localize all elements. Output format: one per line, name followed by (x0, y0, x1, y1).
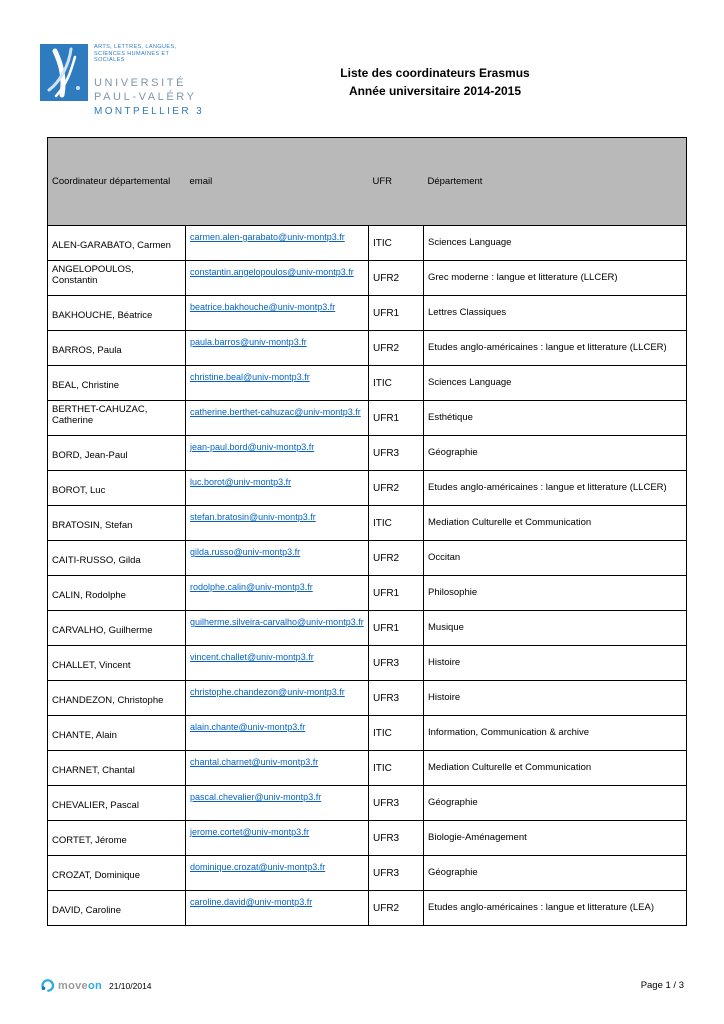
coordinators-table (47, 137, 687, 926)
coordinator-name: CHEVALIER, Pascal (48, 786, 186, 821)
ufr-value: UFR2 (369, 471, 424, 506)
table-row (48, 856, 687, 891)
email-link[interactable]: pascal.chevalier@univ-montp3.fr (190, 792, 322, 802)
ufr-value: UFR1 (369, 611, 424, 646)
email-link[interactable]: carmen.alen-garabato@univ-montp3.fr (190, 232, 345, 242)
coordinator-name: CHANDEZON, Christophe (48, 681, 186, 716)
table-header-row (48, 138, 687, 226)
table-row (48, 401, 687, 436)
email-link[interactable]: jean-paul.bord@univ-montp3.fr (190, 442, 315, 452)
ufr-value: UFR3 (369, 436, 424, 471)
coordinator-name: CROZAT, Dominique (48, 856, 186, 891)
email-link[interactable]: paula.barros@univ-montp3.fr (190, 337, 307, 347)
email-link[interactable]: christophe.chandezon@univ-montp3.fr (190, 687, 345, 697)
coordinator-name: CALIN, Rodolphe (48, 576, 186, 611)
coordinator-name: CAITI-RUSSO, Gilda (48, 541, 186, 576)
email-cell (186, 646, 369, 681)
ufr-value: UFR3 (369, 646, 424, 681)
coordinator-name: BERTHET-CAHUZAC, Catherine (48, 401, 186, 436)
department-value: Géographie (424, 856, 687, 891)
email-cell (186, 506, 369, 541)
department-value: Mediation Culturelle et Communication (424, 751, 687, 786)
ufr-value: UFR2 (369, 541, 424, 576)
email-link[interactable]: stefan.bratosin@univ-montp3.fr (190, 512, 316, 522)
coordinator-name: CHARNET, Chantal (48, 751, 186, 786)
page-number: Page 1 / 3 (640, 980, 684, 991)
table-row (48, 646, 687, 681)
ufr-value: ITIC (369, 716, 424, 751)
table-row (48, 226, 687, 261)
coordinator-name: BRATOSIN, Stefan (48, 506, 186, 541)
department-value: Mediation Culturelle et Communication (424, 506, 687, 541)
department-value: Sciences Language (424, 366, 687, 401)
email-link[interactable]: jerome.cortet@univ-montp3.fr (190, 827, 310, 837)
footer-left (40, 978, 152, 993)
column-header-departement: Département (424, 138, 687, 226)
department-value: Grec moderne : langue et litterature (LLCER) (424, 261, 687, 296)
ufr-value: UFR1 (369, 296, 424, 331)
moveon-brand-on: on (87, 979, 102, 992)
email-cell (186, 541, 369, 576)
title-line-1: Liste des coordinateurs Erasmus (340, 66, 530, 80)
department-value: Philosophie (424, 576, 687, 611)
department-value: Lettres Classiques (424, 296, 687, 331)
table-row (48, 751, 687, 786)
email-link[interactable]: dominique.crozat@univ-montp3.fr (190, 862, 326, 872)
table-row (48, 436, 687, 471)
logo-tagline-line: SCIENCES HUMAINES ET (94, 50, 170, 57)
email-link[interactable]: alain.chante@univ-montp3.fr (190, 722, 306, 732)
table-row (48, 681, 687, 716)
table-row (48, 366, 687, 401)
table-row (48, 821, 687, 856)
ufr-value: UFR3 (369, 821, 424, 856)
ufr-value: UFR2 (369, 331, 424, 366)
department-value: Etudes anglo-américaines : langue et litterature (LEA) (424, 891, 687, 926)
ufr-value: ITIC (369, 366, 424, 401)
ufr-value: UFR2 (369, 891, 424, 926)
email-cell (186, 786, 369, 821)
table-row (48, 296, 687, 331)
page-footer (40, 978, 684, 993)
email-cell (186, 821, 369, 856)
moveon-logo-icon (40, 978, 55, 993)
department-value: Géographie (424, 786, 687, 821)
logo-paul-valery: PAUL-VALÉRY (94, 90, 197, 103)
email-cell (186, 611, 369, 646)
coordinator-name: BARROS, Paula (48, 331, 186, 366)
logo-universite: UNIVERSITÉ (94, 76, 187, 89)
email-link[interactable]: chantal.charnet@univ-montp3.fr (190, 757, 319, 767)
table-row (48, 261, 687, 296)
email-cell (186, 471, 369, 506)
department-value: Biologie-Aménagement (424, 821, 687, 856)
department-value: Histoire (424, 681, 687, 716)
moveon-brand (58, 980, 102, 992)
ufr-value: ITIC (369, 226, 424, 261)
ufr-value: ITIC (369, 751, 424, 786)
table-row (48, 611, 687, 646)
university-logo-icon (40, 44, 88, 101)
table-row (48, 891, 687, 926)
title-line-2: Année universitaire 2014-2015 (348, 84, 522, 98)
department-value: Etudes anglo-américaines : langue et litterature (LLCER) (424, 331, 687, 366)
department-value: Esthétique (424, 401, 687, 436)
coordinator-name: CARVALHO, Guilherme (48, 611, 186, 646)
ufr-value: UFR1 (369, 401, 424, 436)
email-link[interactable]: christine.beal@univ-montp3.fr (190, 372, 310, 382)
email-link[interactable]: gilda.russo@univ-montp3.fr (190, 547, 301, 557)
ufr-value: UFR3 (369, 856, 424, 891)
email-link[interactable]: caroline.david@univ-montp3.fr (190, 897, 313, 907)
table-row (48, 576, 687, 611)
column-header-email: email (186, 138, 369, 226)
ufr-value: UFR2 (369, 261, 424, 296)
email-cell (186, 261, 369, 296)
email-link[interactable]: beatrice.bakhouche@univ-montp3.fr (190, 302, 336, 312)
email-link[interactable]: catherine.berthet-cahuzac@univ-montp3.fr (190, 407, 361, 417)
column-header-ufr: UFR (369, 138, 424, 226)
email-link[interactable]: vincent.challet@univ-montp3.fr (190, 652, 314, 662)
department-value: Histoire (424, 646, 687, 681)
email-cell (186, 681, 369, 716)
coordinator-name: BEAL, Christine (48, 366, 186, 401)
email-cell (186, 436, 369, 471)
table-row (48, 506, 687, 541)
logo-tagline-line: ARTS, LETTRES, LANGUES, (94, 44, 177, 50)
email-cell (186, 856, 369, 891)
email-cell (186, 891, 369, 926)
coordinator-name: BOROT, Luc (48, 471, 186, 506)
department-value: Musique (424, 611, 687, 646)
email-link[interactable]: guilherme.silveira-carvalho@univ-montp3.fr (190, 617, 364, 627)
email-link[interactable]: luc.borot@univ-montp3.fr (190, 477, 292, 487)
coordinator-name: CHANTE, Alain (48, 716, 186, 751)
email-link[interactable]: rodolphe.calin@univ-montp3.fr (190, 582, 313, 592)
university-logo (40, 44, 204, 118)
table-row (48, 541, 687, 576)
department-value: Occitan (424, 541, 687, 576)
coordinator-name: BAKHOUCHE, Béatrice (48, 296, 186, 331)
department-value: Information, Communication & archive (424, 716, 687, 751)
email-cell (186, 331, 369, 366)
ufr-value: UFR3 (369, 681, 424, 716)
coordinator-name: DAVID, Caroline (48, 891, 186, 926)
document-title (185, 64, 685, 100)
email-cell (186, 751, 369, 786)
email-link[interactable]: constantin.angelopoulos@univ-montp3.fr (190, 267, 354, 277)
department-value: Géographie (424, 436, 687, 471)
email-cell (186, 226, 369, 261)
table-row (48, 716, 687, 751)
department-value: Etudes anglo-américaines : langue et litterature (LLCER) (424, 471, 687, 506)
footer-date: 21/10/2014 (108, 980, 152, 991)
column-header-coordinator: Coordinateur départemental (48, 138, 186, 226)
email-cell (186, 366, 369, 401)
department-value: Sciences Language (424, 226, 687, 261)
table-row (48, 331, 687, 366)
email-cell (186, 576, 369, 611)
logo-tagline-line: SOCIALES (94, 57, 125, 63)
coordinator-name: ALEN-GARABATO, Carmen (48, 226, 186, 261)
ufr-value: ITIC (369, 506, 424, 541)
ufr-value: UFR1 (369, 576, 424, 611)
table-body (48, 226, 687, 926)
coordinator-name: BORD, Jean-Paul (48, 436, 186, 471)
coordinator-name: CORTET, Jérome (48, 821, 186, 856)
table-row (48, 786, 687, 821)
coordinator-name: ANGELOPOULOS, Constantin (48, 261, 186, 296)
coordinator-name: CHALLET, Vincent (48, 646, 186, 681)
email-cell (186, 401, 369, 436)
logo-montpellier: MONTPELLIER 3 (94, 105, 205, 117)
moveon-brand-move: move (58, 979, 88, 992)
email-cell (186, 716, 369, 751)
table-header (48, 138, 687, 226)
ufr-value: UFR3 (369, 786, 424, 821)
email-cell (186, 296, 369, 331)
table-row (48, 471, 687, 506)
